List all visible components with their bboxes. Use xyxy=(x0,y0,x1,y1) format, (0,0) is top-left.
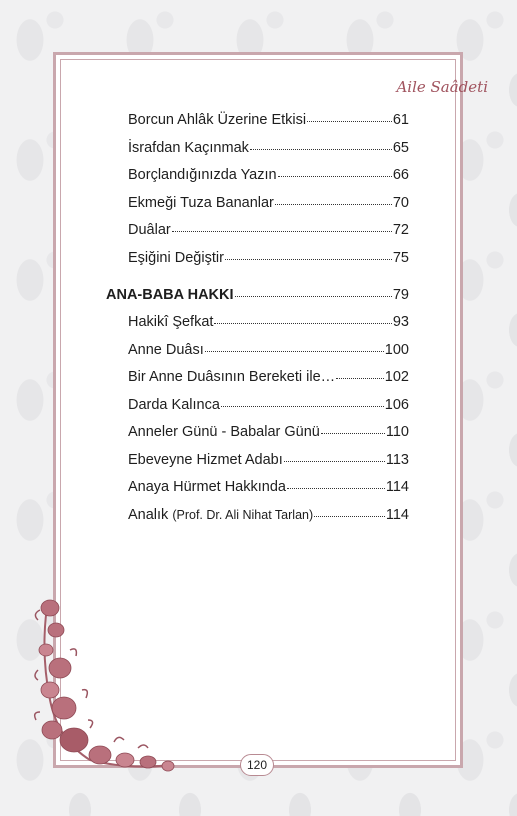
toc-entry[interactable] xyxy=(128,424,409,440)
toc-entry[interactable] xyxy=(128,314,409,330)
toc-entry-title: Duâlar xyxy=(128,222,171,238)
toc-entry[interactable] xyxy=(128,369,409,385)
toc-entry-title: Borcun Ahlâk Üzerine Etkisi xyxy=(128,112,307,128)
toc-entry[interactable] xyxy=(128,112,409,128)
toc-leader xyxy=(307,120,392,122)
toc-entry-page: 75 xyxy=(392,250,409,266)
toc-entry[interactable] xyxy=(128,222,409,238)
toc-leader xyxy=(336,377,384,379)
toc-entry-page: 114 xyxy=(385,507,409,523)
toc-entry-page: 110 xyxy=(385,424,409,440)
toc-entry[interactable] xyxy=(128,250,409,266)
toc-entry-title: Ekmeği Tuza Bananlar xyxy=(128,195,274,211)
toc-entry-title: Hakikî Şefkat xyxy=(128,314,214,330)
running-header: Aile Saâdeti xyxy=(396,78,488,96)
toc-entry-page: 65 xyxy=(392,140,409,156)
toc-section-title: ANA-BABA HAKKI xyxy=(106,287,234,303)
toc-leader xyxy=(225,258,392,260)
toc-entry-page: 70 xyxy=(392,195,409,211)
toc-leader xyxy=(321,432,385,434)
toc-entry-title: Anaya Hürmet Hakkında xyxy=(128,479,286,495)
toc-entry-page: 100 xyxy=(384,342,409,358)
toc-entry[interactable] xyxy=(128,507,409,523)
toc-entry[interactable] xyxy=(128,167,409,183)
toc-entry-page: 79 xyxy=(392,287,409,303)
toc-leader xyxy=(221,405,384,407)
toc-entry-title xyxy=(128,507,313,523)
toc-entry-page: 72 xyxy=(392,222,409,238)
toc-entry-page: 66 xyxy=(392,167,409,183)
toc-entry-title: İsrafdan Kaçınmak xyxy=(128,140,249,156)
toc-leader xyxy=(314,515,385,517)
toc-entry-title-main: Analık xyxy=(128,507,169,523)
toc-entry-page: 106 xyxy=(384,397,409,413)
page-number: 120 xyxy=(240,754,274,776)
toc-entry[interactable] xyxy=(128,452,409,468)
toc-entry-title: Anne Duâsı xyxy=(128,342,204,358)
toc-entry-page: 113 xyxy=(385,452,409,468)
toc-leader xyxy=(250,148,392,150)
toc-entry[interactable] xyxy=(128,195,409,211)
toc-leader xyxy=(287,487,385,489)
toc-section-heading[interactable] xyxy=(106,287,409,303)
toc-leader xyxy=(214,322,391,324)
toc-leader xyxy=(205,350,384,352)
toc-entry[interactable] xyxy=(128,397,409,413)
toc-entry-page: 93 xyxy=(392,314,409,330)
rose-corner-icon xyxy=(30,590,180,780)
toc-entry[interactable] xyxy=(128,479,409,495)
toc-leader xyxy=(172,230,392,232)
toc-entry-title: Borçlandığınızda Yazın xyxy=(128,167,277,183)
toc-leader xyxy=(284,460,385,462)
toc-leader xyxy=(278,175,392,177)
toc-entry-title: Anneler Günü - Babalar Günü xyxy=(128,424,320,440)
toc-entry-title: Bir Anne Duâsının Bereketi ile… xyxy=(128,369,336,385)
toc-leader xyxy=(235,295,392,297)
toc-entry[interactable] xyxy=(128,342,409,358)
toc-entry-author: (Prof. Dr. Ali Nihat Tarlan) xyxy=(172,508,314,522)
toc-entry-title: Eşiğini Değiştir xyxy=(128,250,224,266)
toc-entry[interactable] xyxy=(128,140,409,156)
toc-entry-title: Darda Kalınca xyxy=(128,397,220,413)
toc-entry-page: 102 xyxy=(384,369,409,385)
toc-leader xyxy=(275,203,392,205)
toc-entry-page: 61 xyxy=(392,112,409,128)
toc-entry-page: 114 xyxy=(385,479,409,495)
toc-entry-title: Ebeveyne Hizmet Adabı xyxy=(128,452,283,468)
